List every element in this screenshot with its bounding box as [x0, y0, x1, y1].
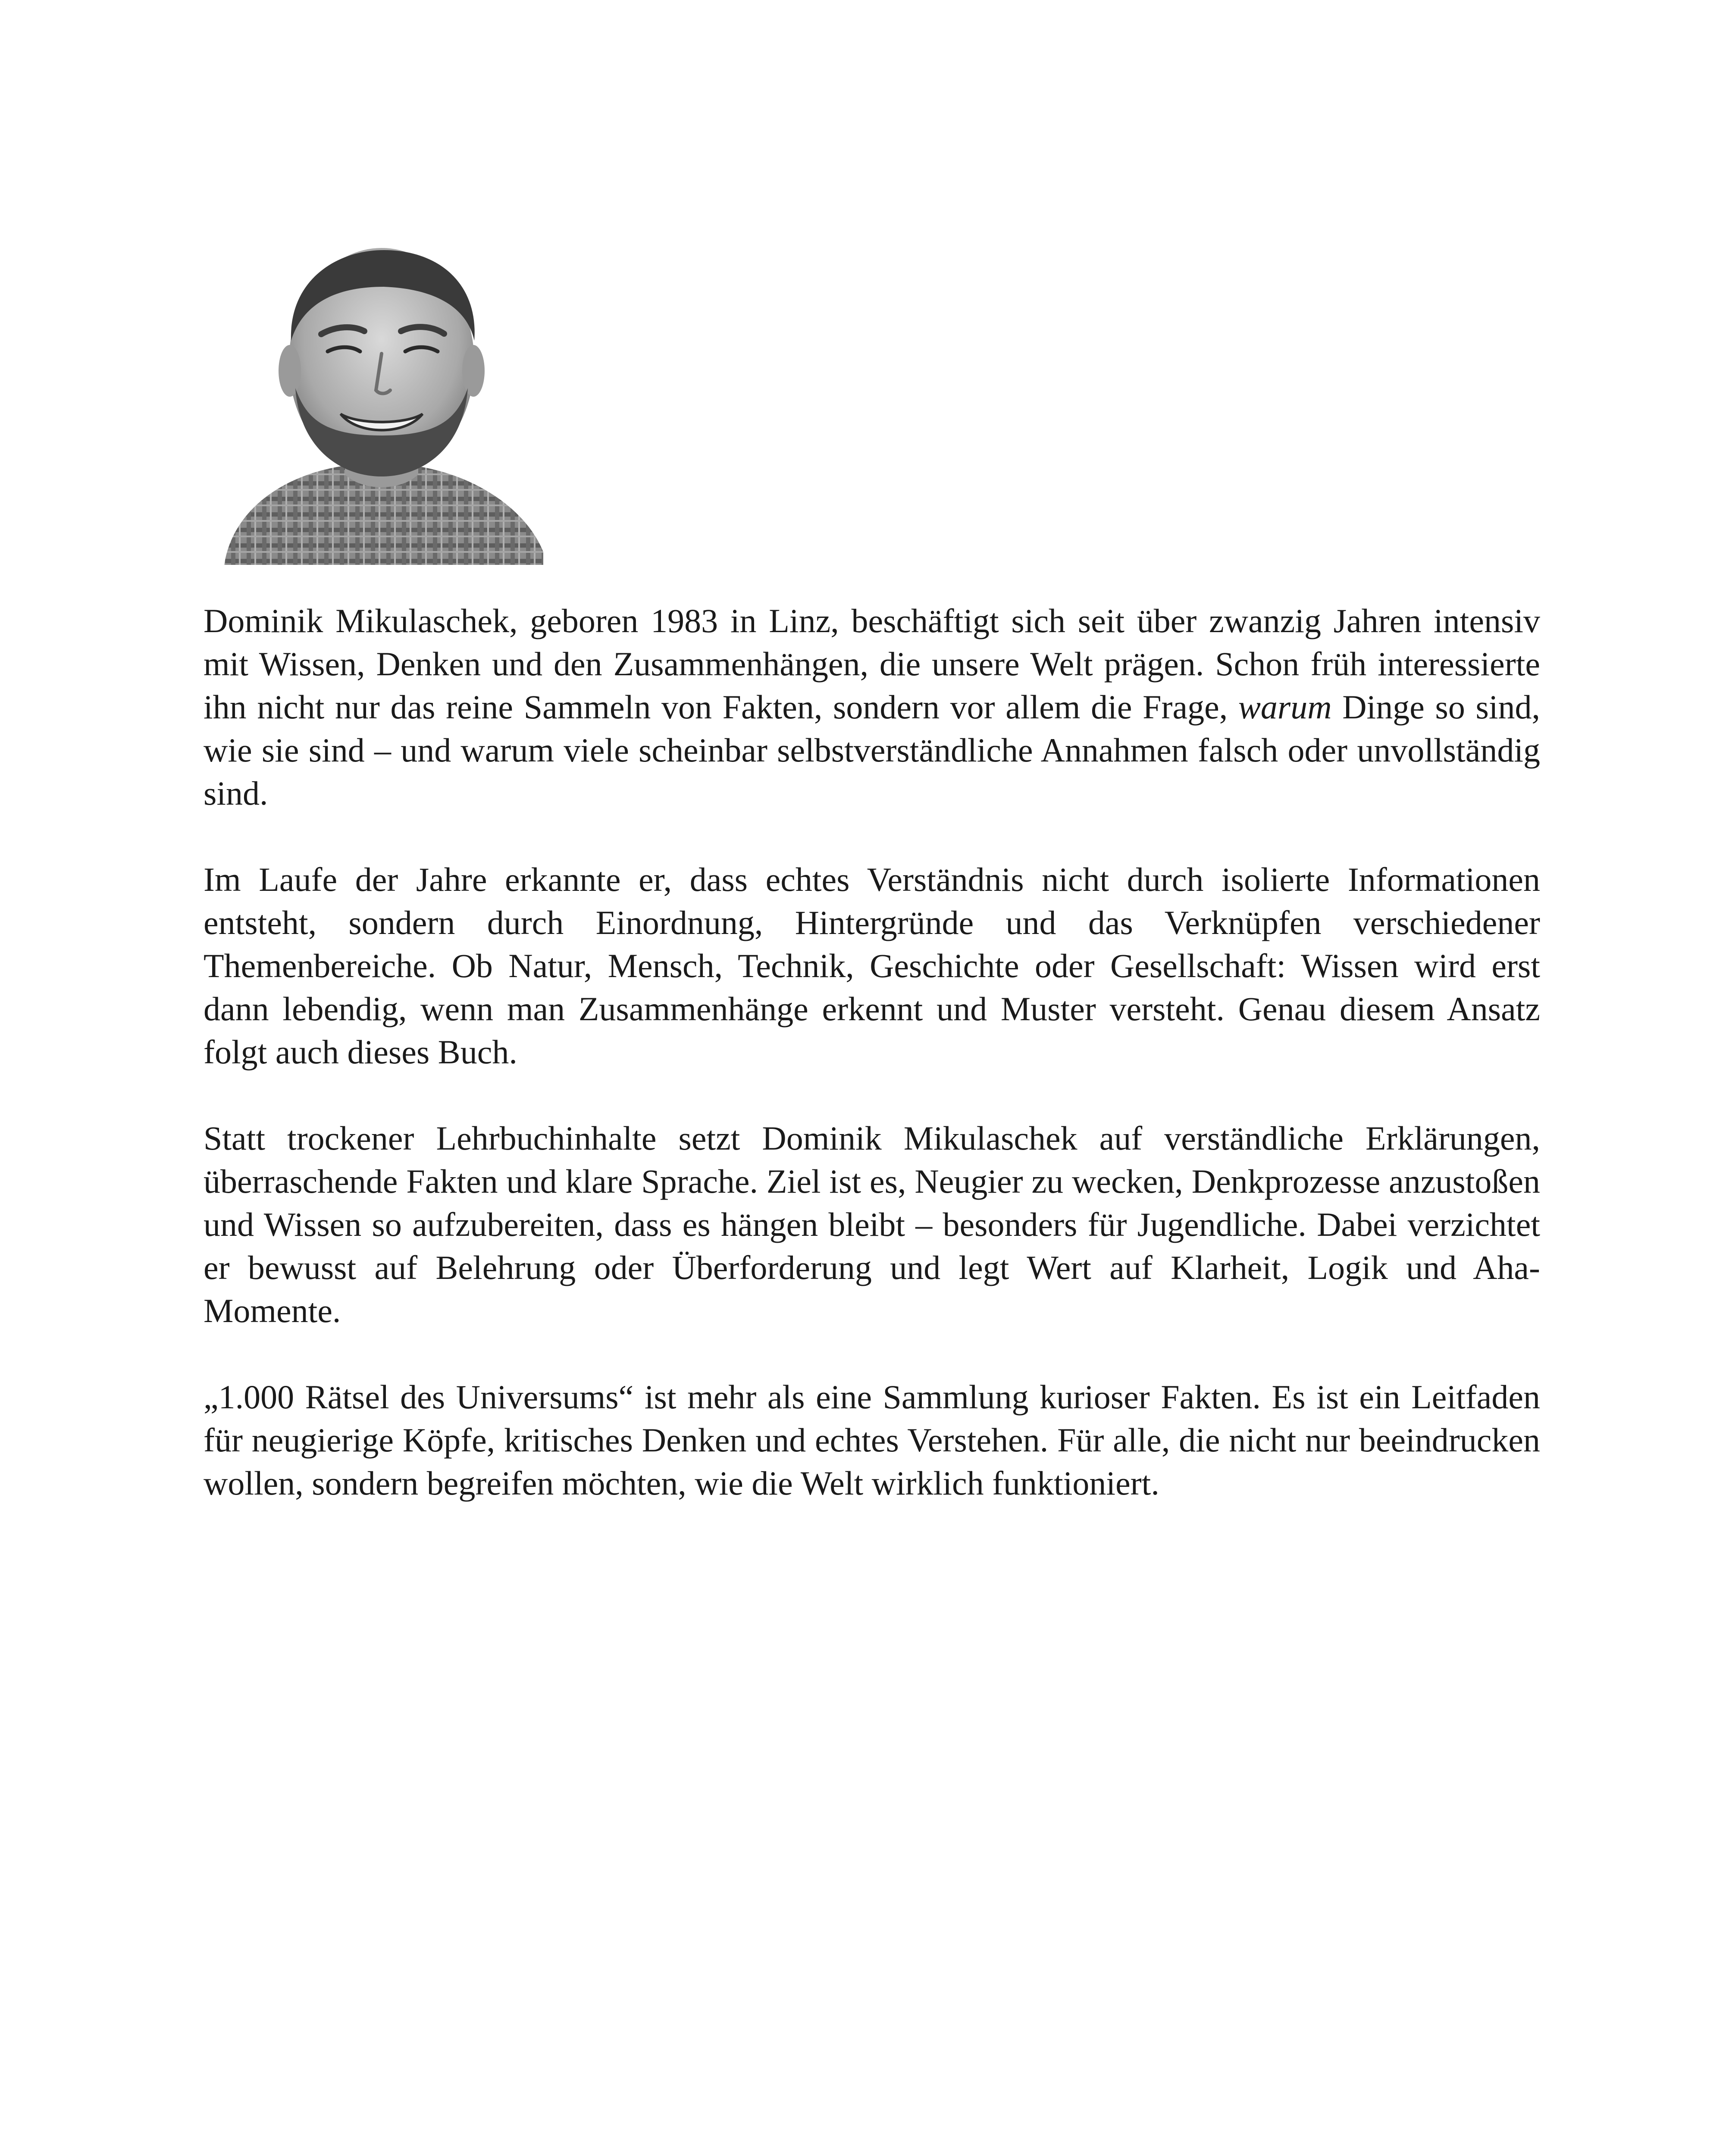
portrait-photo-icon: [216, 233, 543, 565]
author-bio: [204, 599, 1540, 1548]
bio-paragraph-3: Statt trockener Lehrbuchinhalte setzt Dominik Mikulaschek auf verständliche Erklärungen, überraschende Fakten und klare Sprache. Ziel ist es, Neugier zu wecken, Denkprozesse anzustoßen und Wissen so aufzubereiten, dass es hängen bleibt – besonders für Jugendliche. Dabei verzichtet er bewusst auf Belehrung oder Überforderung und legt Wert auf Klarheit, Logik und Aha-Momente.: [204, 1119, 1540, 1329]
bio-paragraph-4: „1.000 Rätsel des Universums“ ist mehr als eine Sammlung kurioser Fakten. Es ist ein Leitfaden für neugierige Köpfe, kritisches Denken und echtes Verstehen. Für alle, die nicht nur beeindrucken wollen, sondern begreifen möchten, wie die Welt wirklich funktioniert.: [204, 1378, 1540, 1502]
bio-paragraph-2: Im Laufe der Jahre erkannte er, dass echtes Verständnis nicht durch isolierte Informationen entsteht, sondern durch Einordnung, Hintergründe und das Verknüpfen verschiedener Themenbereiche. Ob Natur, Mensch, Technik, Geschichte oder Gesellschaft: Wissen wird erst dann lebendig, wenn man Zusammenhänge erkennt und Muster versteht. Genau diesem Ansatz folgt auch dieses Buch.: [204, 861, 1540, 1071]
author-portrait: [216, 233, 543, 565]
emphasis-warum: warum: [1238, 688, 1332, 726]
bio-paragraph-1: Dominik Mikulaschek, geboren 1983 in Linz, beschäftigt sich seit über zwanzig Jahren intensiv mit Wissen, Denken und den Zusammenhängen, die unsere Welt prägen. Schon früh interessierte ihn nicht nur das reine Sammeln von Fakten, sondern vor allem die Frage, warum Dinge so sind, wie sie sind – und warum viele scheinbar selbstverständliche Annahmen falsch oder unvollständig sind.: [204, 602, 1540, 812]
